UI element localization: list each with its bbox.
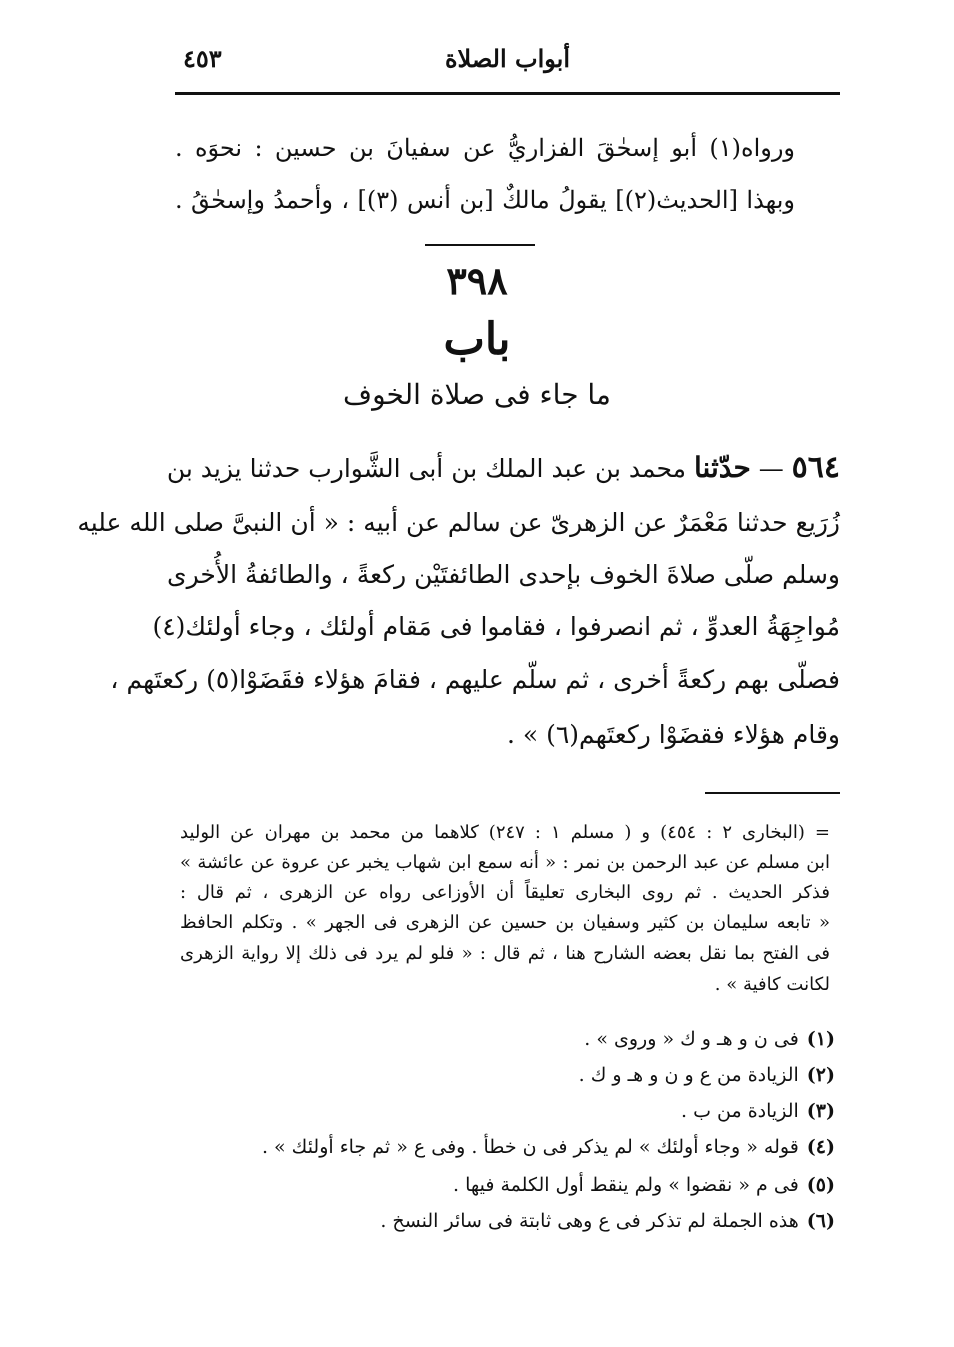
footnote-1 [440,1028,835,1050]
footnote-number: (٤) [806,1136,835,1158]
footnote-rule [705,792,840,794]
hadith-number: ٥٦٤ [791,450,840,485]
section-divider [425,244,535,246]
narration-verb: حدّثنا [693,451,751,484]
footnote-number: (٦) [806,1210,835,1232]
hadith-line-2: زُرَيع حدثنا مَعْمَرٌ عن الزهرىّ عن سالم عن أبيه : « أن النبىَّ صلى الله عليه [77,508,840,537]
intro-line-1: ورواه(١) أبو إسحٰقَ الفزاريُّ عن سفيانَ بن حسين : نحوَه . [175,134,795,162]
hadith-line-1 [166,450,840,485]
hadith-line-6: وقام هؤلاء فقضَوْا ركعتَهم(٦) » . [506,720,840,749]
footnote-number: (٣) [806,1100,835,1122]
bab-heading: باب [443,314,511,365]
footnote-2 [440,1064,835,1086]
note-line-1: = (البخارى ٢ : ٤٥٤) و ( مسلم ١ : ٢٤٧) كلاهما من محمد بن مهران عن الوليد [180,822,830,843]
footnote-text: الزيادة من ب . [681,1100,799,1122]
intro-line-2: وبهذا [الحديث(٢)] يقولُ مالكٌ [بن أنس (٣)] ، وأحمدُ وإسحٰقُ . [175,186,795,214]
footnote-text: قوله « وجاء أولئك » لم يذكر فى ن خطأ . وفى ع « ثم جاء أولئك » . [261,1136,799,1158]
footnote-text: فى ن و هـ و ك « وروى » . [584,1028,799,1050]
note-line-3: فذكر الحديث . ثم روى البخارى تعليقاً أن الأوزاعى رواه عن الزهرى ، ثم قال : [180,882,830,903]
note-line-5: فى الفتح بما نقل بعضه الشارح هنا ، ثم قال : « فلو لم يرد فى ذلك إلا رواية الزهرى [180,943,830,964]
footnote-4 [200,1136,835,1158]
footnote-number: (١) [806,1028,835,1050]
hadith-line-3: وسلم صلّى صلاةَ الخوف بإحدى الطائفتَيْن ركعةً ، والطائفةُ الأُخرى [167,560,840,589]
footnote-6 [380,1210,835,1232]
note-line-2: ابن مسلم عن عبد الرحمن بن نمر : « أنه سمع ابن شهاب يخبر عن عروة عن عائشة » [180,852,830,873]
note-line-4: « تابعه سليمان بن كثير وسفيان بن حسين عن الزهرى فى الجهر » . وتكلم الحافظ [180,912,830,933]
hadith-line-4: مُواجِهَةُ العدوِّ ، ثم انصرفوا ، فقاموا فى مَقام أولئك ، وجاء أولئك(٤) [152,612,840,641]
footnote-3 [440,1100,835,1122]
footnote-number: (٥) [806,1174,835,1196]
footnote-number: (٢) [806,1064,835,1086]
hadith-dash: — [758,454,784,483]
footnote-5 [440,1174,835,1196]
chapter-number: ٣٩٨ [446,258,508,303]
chapter-title: ما جاء فى صلاة الخوف [343,378,611,411]
running-title: أبواب الصلاة [444,44,571,73]
note-line-6: لكانت كافية » . [714,974,830,995]
header-rule [175,92,840,95]
running-header [175,40,840,86]
footnote-text: هذه الجملة لم تذكر فى ع وهى ثابتة فى سائر النسخ . [380,1210,799,1232]
footnote-text: فى م « نقضوا » ولم ينقط أول الكلمة فيها . [453,1174,799,1196]
footnote-text: الزيادة من ع و ن و هـ و ك . [578,1064,799,1086]
hadith-text: محمد بن عبد الملك بن أبى الشَّوارب حدثنا يزيد بن [166,454,687,483]
page-number: ٤٥٣ [183,44,222,73]
hadith-line-5: فصلّى بهم ركعةً أخرى ، ثم سلّم عليهم ، فقامَ هؤلاء فقَضَوْا(٥) ركعتَهم ، [110,665,840,694]
